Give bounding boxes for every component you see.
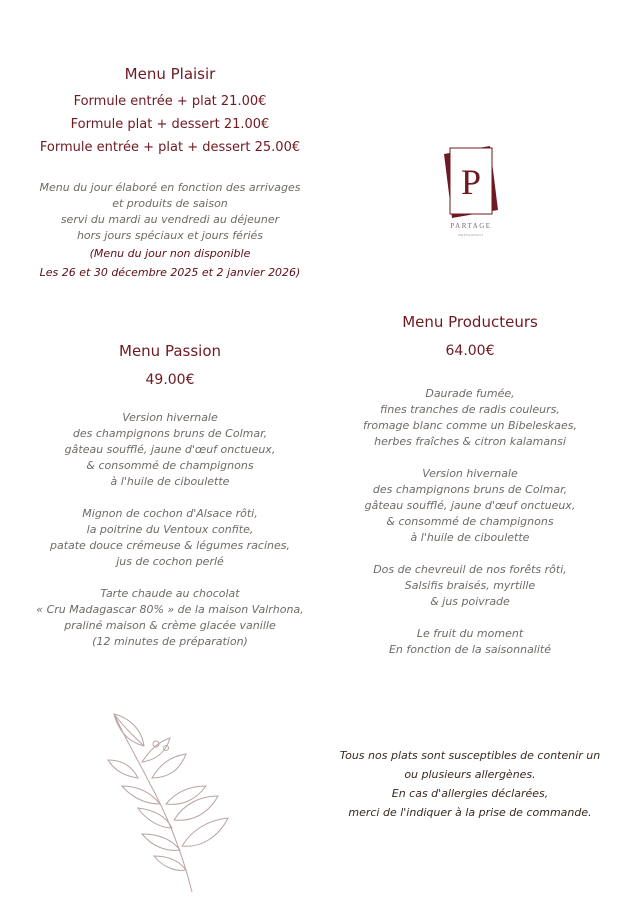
dish-line: Tarte chaude au chocolat [100,587,240,600]
allergen-notice [330,746,610,822]
dish-line: la poitrine du Ventoux confite, [86,523,254,536]
menu-passion-dishes [30,410,310,666]
dish-line: gâteau soufflé, jaune d'œuf onctueux, [364,499,576,512]
formula-line: Formule plat + dessert 21.00€ [70,117,270,132]
dish-line: patate douce crémeuse & légumes racines, [49,539,291,552]
dish-line: Dos de chevreuil de nos forêts rôti, [373,563,567,576]
dish-line: des champignons bruns de Colmar, [372,483,568,496]
logo-name: PARTAGE [450,222,492,230]
leaf-branch-icon [100,700,250,895]
dish-line: fromage blanc comme un Bibeleskaes, [362,419,578,432]
dish-line: Le fruit du moment [416,627,524,640]
allergen-line: En cas d'allergies déclarées, [391,787,549,800]
dish-line: fines tranches de radis couleurs, [380,403,560,416]
dish-line: Version hivernale [122,411,218,424]
menu-producteurs-header [340,312,600,364]
dish-line: à l'huile de ciboulette [410,531,530,544]
dish-item [30,410,310,490]
dish-line: Version hivernale [422,467,518,480]
dish-item [340,626,600,658]
unavailable-notice-line: (Menu du jour non disponible [89,247,251,260]
menu-producteurs-dishes [340,386,600,674]
daily-description-line: et produits de saison [112,197,228,210]
dish-line: praliné maison & crème glacée vanille [64,619,276,632]
dish-line: (12 minutes de préparation) [92,635,248,648]
menu-plaisir-section [30,64,310,159]
dish-line: « Cru Madagascar 80% » de la maison Valrhona, [36,603,304,616]
dish-item [30,506,310,570]
logo-mark-icon [438,140,504,240]
dish-line: herbes fraîches & citron kalamansi [374,435,566,448]
daily-description-line: servi du mardi au vendredi au déjeuner [60,213,280,226]
dish-line: Daurade fumée, [425,387,515,400]
menu-passion-title: Menu Passion [119,342,221,360]
formula-line: Formule entrée + plat + dessert 25.00€ [39,140,301,155]
dish-line: Salsifis braisés, myrtille [404,579,536,592]
dish-item [340,386,600,450]
dish-item [340,466,600,546]
menu-passion-price: 49.00€ [145,372,195,388]
dish-line: & consommé de champignons [386,515,554,528]
menu-producteurs-title: Menu Producteurs [402,313,538,331]
dish-line: Mignon de cochon d'Alsace rôti, [82,507,258,520]
allergen-line: Tous nos plats sont susceptibles de contenir un [339,749,601,762]
dish-line: jus de cochon perlé [116,555,224,568]
leaf-branch-illustration [100,700,250,895]
dish-line: & jus poivrade [430,595,510,608]
allergen-line: merci de l'indiquer à la prise de commande. [348,806,592,819]
daily-description-line: hors jours spéciaux et jours fériés [76,229,264,242]
dish-line: & consommé de champignons [86,459,254,472]
daily-description-line: Menu du jour élaboré en fonction des arrivages [39,181,301,194]
dish-item [30,586,310,650]
dish-line: En fonction de la saisonnalité [388,643,551,656]
menu-plaisir-title: Menu Plaisir [124,65,216,83]
dish-line: des champignons bruns de Colmar, [72,427,268,440]
menu-passion-header [40,341,300,393]
logo-tagline: RESTAURANT [458,233,484,237]
unavailable-notice-line: Les 26 et 30 décembre 2025 et 2 janvier 2026) [39,266,301,279]
dish-line: gâteau soufflé, jaune d'œuf onctueux, [64,443,276,456]
menu-producteurs-price: 64.00€ [445,343,495,359]
dish-line: à l'huile de ciboulette [110,475,230,488]
allergen-line: ou plusieurs allergènes. [404,768,536,781]
partage-logo [438,140,504,240]
logo-letter: P [460,162,482,202]
daily-menu-notice [20,180,320,282]
formula-line: Formule entrée + plat 21.00€ [73,94,267,109]
dish-item [340,562,600,610]
